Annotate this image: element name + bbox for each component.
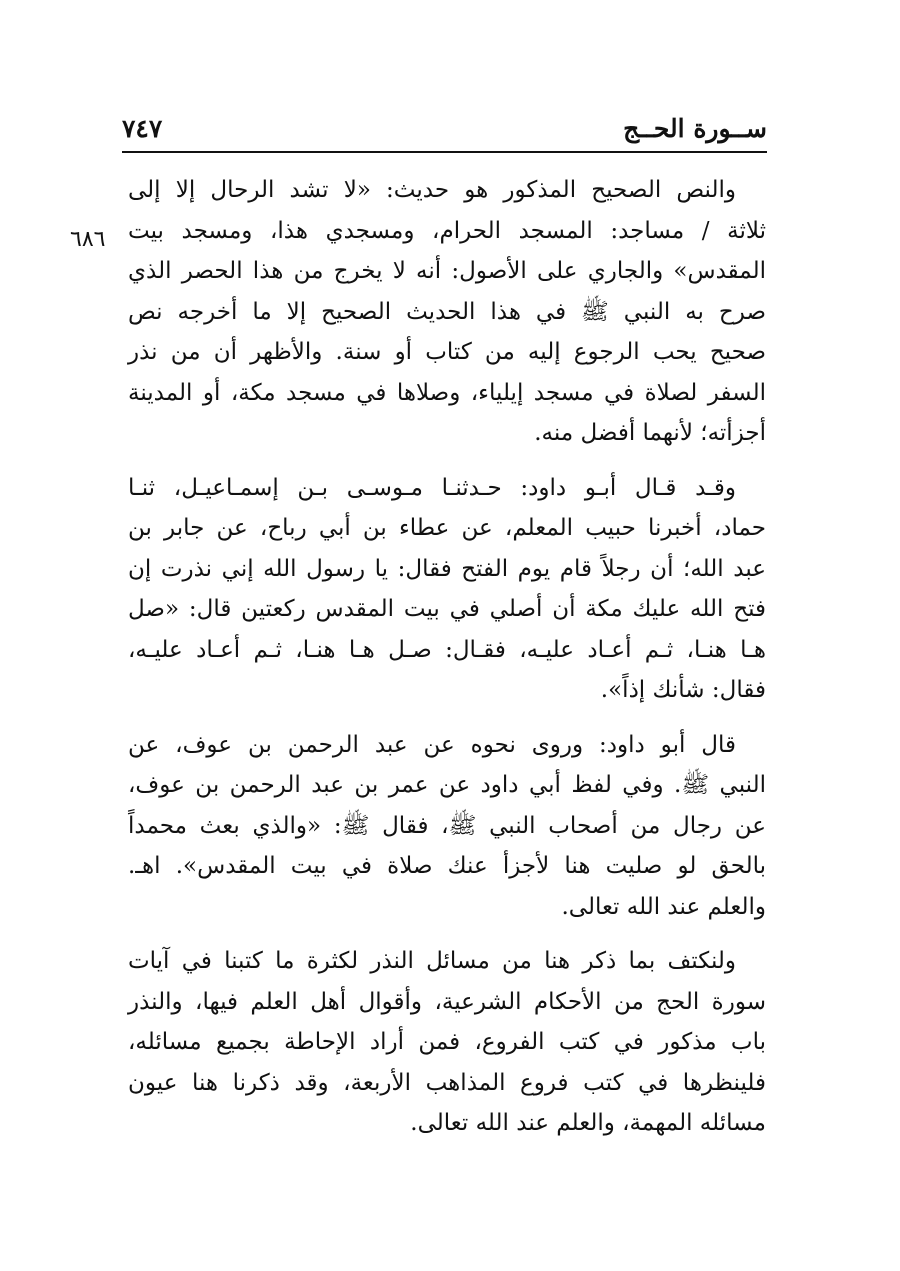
paragraph-1 bbox=[128, 170, 766, 454]
header-rule bbox=[122, 151, 767, 153]
text-line: صرح به النبي ﷺ في هذا الحديث الصحيح إلا ما أخرجه نص bbox=[128, 298, 766, 325]
text-line: النبي ﷺ. وفي لفظ أبي داود عن عمر بن عبد الرحمن بن عوف، bbox=[128, 772, 766, 798]
paragraph-4 bbox=[128, 941, 766, 1144]
paragraph-2 bbox=[128, 468, 766, 711]
text-line: هـا هنـا، ثـم أعـاد عليـه، فقـال: صـل هـا هنـا، ثـم أعـاد عليـه، bbox=[128, 636, 766, 663]
text-line: ثلاثة / مساجد: المسجد الحرام، ومسجدي هذا، ومسجد بيت bbox=[128, 217, 766, 244]
paragraph-3 bbox=[128, 725, 766, 928]
text-line: وقـد قـال أبـو داود: حـدثنـا مـوسـى بـن إسمـاعيـل، ثنـا bbox=[128, 474, 736, 501]
running-header bbox=[122, 112, 767, 148]
text-line: قال أبو داود: وروى نحوه عن عبد الرحمن بن عوف، عن bbox=[128, 731, 736, 758]
text-line: والعلم عند الله تعالى. bbox=[561, 893, 766, 920]
text-line: أجزأته؛ لأنهما أفضل منه. bbox=[534, 420, 766, 446]
text-line: مسائله المهمة، والعلم عند الله تعالى. bbox=[410, 1110, 766, 1136]
text-line: المقدس» والجاري على الأصول: أنه لا يخرج من هذا الحصر الذي bbox=[128, 258, 766, 284]
text-line: فقال: شأنك إذاً». bbox=[600, 677, 766, 703]
text-line: السفر لصلاة في مسجد إيلياء، وصلاها في مسجد مكة، أو المدينة bbox=[128, 379, 766, 406]
text-line: صحيح يحب الرجوع إليه من كتاب أو سنة. والأظهر أن من نذر bbox=[128, 339, 766, 365]
body-text bbox=[128, 170, 766, 1158]
text-line: بالحق لو صليت هنا لأجزأ عنك صلاة في بيت المقدس». اهـ. bbox=[128, 853, 766, 879]
text-line: عن رجال من أصحاب النبي ﷺ، فقال ﷺ: «والذي بعث محمداً bbox=[128, 812, 766, 839]
text-line: سورة الحج من الأحكام الشرعية، وأقوال أهل العلم فيها، والنذر bbox=[128, 988, 766, 1015]
text-line: فلينظرها في كتب فروع المذاهب الأربعة، وقد ذكرنا هنا عيون bbox=[128, 1069, 766, 1096]
text-line: ولنكتف بما ذكر هنا من مسائل النذر لكثرة ما كتبنا في آيات bbox=[128, 948, 736, 974]
text-line: عبد الله؛ أن رجلاً قام يوم الفتح فقال: يا رسول الله إني نذرت إن bbox=[128, 555, 766, 582]
text-line: فتح الله عليك مكة أن أصلي في بيت المقدس ركعتين قال: «صل bbox=[128, 596, 766, 622]
page-number: ٧٤٧ bbox=[122, 114, 163, 143]
text-line: باب مذكور في كتب الفروع، فمن أراد الإحاطة بجميع مسائله، bbox=[128, 1029, 766, 1055]
margin-page-reference: ٦٨٦ bbox=[70, 227, 106, 252]
surah-title: ســورة الحــج bbox=[623, 114, 767, 143]
text-line: والنص الصحيح المذكور هو حديث: «لا تشد الرحال إلا إلى bbox=[128, 177, 736, 203]
text-line: حماد، أخبرنا حبيب المعلم، عن عطاء بن أبي رباح، عن جابر بن bbox=[128, 515, 766, 541]
